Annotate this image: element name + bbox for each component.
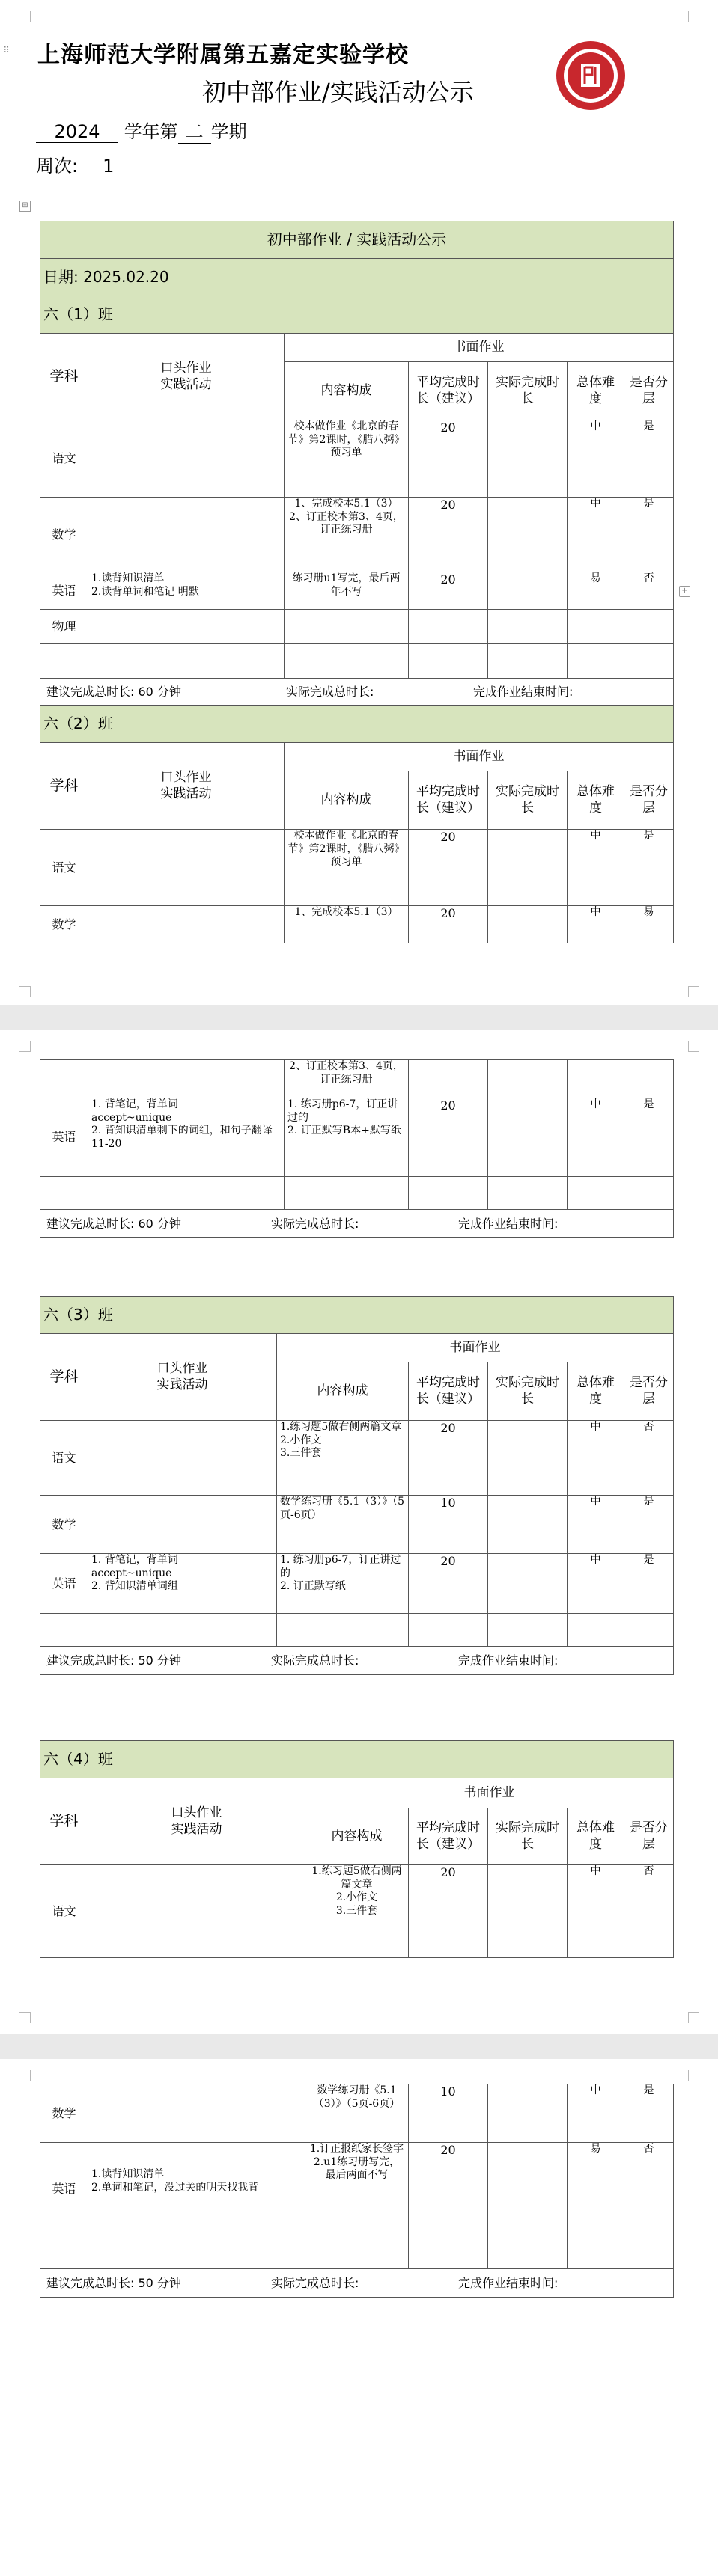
avg-time-cell[interactable]: 20 bbox=[409, 498, 488, 572]
school-year-value[interactable]: 2024 bbox=[36, 121, 118, 143]
subject-cell: 语文 bbox=[40, 1865, 88, 1958]
content-cell[interactable]: 练习册u1写完，最后两年不写 bbox=[285, 572, 409, 610]
table-row bbox=[40, 610, 674, 644]
content-cell[interactable]: 校本做作业《北京的春节》第2课时，《腊八粥》预习单 bbox=[285, 420, 409, 498]
header-difficulty: 总体难度 bbox=[568, 771, 624, 830]
header-oral: 口头作业 实践活动 bbox=[88, 1334, 277, 1421]
class-3-table bbox=[40, 1296, 674, 1675]
table-row bbox=[40, 1496, 674, 1554]
oral-cell[interactable]: 1.读背知识清单 2.读背单词和笔记 明默 bbox=[88, 572, 285, 610]
oral-cell[interactable] bbox=[88, 1421, 277, 1496]
difficulty-cell[interactable]: 中 bbox=[568, 1865, 624, 1958]
school-year-line bbox=[36, 117, 247, 144]
subject-cell: 语文 bbox=[40, 1421, 88, 1496]
footer-actual-label: 实际完成总时长: bbox=[271, 2275, 359, 2290]
difficulty-cell[interactable] bbox=[568, 610, 624, 644]
footer-minute-unit: 分钟 bbox=[156, 1216, 181, 1231]
difficulty-cell[interactable]: 易 bbox=[568, 572, 624, 610]
avg-time-cell[interactable]: 20 bbox=[409, 2143, 488, 2236]
header-avg-time: 平均完成时长（建议） bbox=[409, 1808, 488, 1865]
header-actual-time: 实际完成时长 bbox=[488, 362, 568, 420]
header-written: 书面作业 bbox=[277, 1334, 674, 1362]
subject-cell: 数学 bbox=[40, 1496, 88, 1554]
header-difficulty: 总体难度 bbox=[568, 362, 624, 420]
header-difficulty: 总体难度 bbox=[568, 1362, 624, 1421]
class-2-name: 六（2）班 bbox=[40, 706, 674, 743]
header-avg-time: 平均完成时长（建议） bbox=[409, 362, 488, 420]
table-row bbox=[40, 2143, 674, 2236]
content-cell[interactable]: 1、完成校本5.1（3） bbox=[285, 906, 409, 943]
oral-cell[interactable] bbox=[88, 906, 285, 943]
crop-mark bbox=[19, 986, 31, 997]
oral-cell[interactable] bbox=[88, 1496, 277, 1554]
crop-mark bbox=[688, 1041, 699, 1052]
actual-time-cell[interactable] bbox=[488, 1865, 568, 1958]
class-4-table bbox=[40, 1740, 674, 1958]
oral-cell[interactable] bbox=[88, 1865, 305, 1958]
header-difficulty: 总体难度 bbox=[568, 1808, 624, 1865]
layered-cell[interactable]: 是 bbox=[624, 1496, 674, 1554]
footer-actual-label: 实际完成总时长: bbox=[271, 1653, 359, 1668]
footer-suggest-value[interactable]: 60 bbox=[138, 684, 153, 699]
table-row bbox=[40, 1098, 674, 1177]
subject-cell: 语文 bbox=[40, 420, 88, 498]
header-oral: 口头作业 实践活动 bbox=[88, 743, 285, 830]
week-label: 周次: bbox=[36, 156, 79, 177]
table-row bbox=[40, 830, 674, 906]
avg-time-cell[interactable]: 10 bbox=[409, 1496, 488, 1554]
header-layered: 是否分层 bbox=[624, 1808, 674, 1865]
class-4-name: 六（4）班 bbox=[40, 1741, 674, 1778]
layered-cell[interactable]: 否 bbox=[624, 572, 674, 610]
footer-suggest-value[interactable]: 50 bbox=[138, 1653, 153, 1668]
content-cell[interactable]: 1.练习题5做右侧两篇文章 2.小作文 3.三件套 bbox=[305, 1865, 409, 1958]
table-row bbox=[40, 1177, 674, 1210]
avg-time-cell[interactable]: 20 bbox=[409, 1098, 488, 1177]
subject-cell: 语文 bbox=[40, 830, 88, 906]
header-content: 内容构成 bbox=[285, 362, 409, 420]
year-suffix: 学年第 bbox=[124, 121, 178, 142]
content-cell[interactable]: 1. 练习册p6-7，订正讲过的 2. 订正默写纸 bbox=[277, 1554, 409, 1614]
class-2-footer bbox=[40, 1210, 674, 1238]
avg-time-cell[interactable]: 20 bbox=[409, 1554, 488, 1614]
crop-mark bbox=[688, 2070, 699, 2081]
table-move-handle[interactable]: ⊞ bbox=[19, 201, 31, 212]
avg-time-cell[interactable]: 20 bbox=[409, 420, 488, 498]
table-row bbox=[40, 420, 674, 498]
actual-time-cell[interactable] bbox=[488, 420, 568, 498]
header-oral: 口头作业 实践活动 bbox=[88, 1778, 305, 1865]
actual-time-cell[interactable] bbox=[488, 830, 568, 906]
footer-actual-label: 实际完成总时长: bbox=[286, 684, 374, 699]
avg-time-cell[interactable]: 20 bbox=[409, 906, 488, 943]
oral-cell[interactable] bbox=[88, 2084, 305, 2143]
actual-time-cell[interactable] bbox=[488, 1098, 568, 1177]
content-cell[interactable]: 数学练习册《5.1（3）》（5页-6页） bbox=[305, 2084, 409, 2143]
footer-actual-label: 实际完成总时长: bbox=[271, 1216, 359, 1231]
avg-time-cell[interactable]: 10 bbox=[409, 2084, 488, 2143]
actual-time-cell[interactable] bbox=[488, 498, 568, 572]
content-cell[interactable]: 1.订正报纸家长签字 2.u1练习册写完，最后两面不写 bbox=[305, 2143, 409, 2236]
difficulty-cell[interactable]: 中 bbox=[568, 830, 624, 906]
header-avg-time: 平均完成时长（建议） bbox=[409, 771, 488, 830]
class-4-table-continued bbox=[40, 2084, 674, 2298]
header-avg-time: 平均完成时长（建议） bbox=[409, 1362, 488, 1421]
header-subject: 学科 bbox=[40, 334, 88, 420]
table-row bbox=[40, 572, 674, 610]
layered-cell[interactable]: 是 bbox=[624, 1098, 674, 1177]
week-line bbox=[36, 151, 133, 177]
subject-cell: 数学 bbox=[40, 906, 88, 943]
term-value[interactable]: 二 bbox=[178, 117, 211, 144]
header-actual-time: 实际完成时长 bbox=[488, 771, 568, 830]
table-row bbox=[40, 644, 674, 679]
crop-mark bbox=[19, 11, 31, 22]
footer-end-label: 完成作业结束时间: bbox=[458, 1653, 559, 1668]
subject-cell: 英语 bbox=[40, 572, 88, 610]
layered-cell[interactable]: 否 bbox=[624, 1421, 674, 1496]
school-seal-icon bbox=[554, 39, 627, 112]
class-1-footer bbox=[40, 679, 674, 706]
avg-time-cell[interactable] bbox=[409, 610, 488, 644]
table-row bbox=[40, 906, 674, 943]
actual-time-cell[interactable] bbox=[488, 610, 568, 644]
oral-cell[interactable] bbox=[88, 498, 285, 572]
footer-end-label: 完成作业结束时间: bbox=[458, 1216, 559, 1231]
footer-minute-unit: 分钟 bbox=[156, 1653, 181, 1668]
header-actual-time: 实际完成时长 bbox=[488, 1808, 568, 1865]
header-subject: 学科 bbox=[40, 1334, 88, 1421]
oral-cell[interactable]: 1. 背笔记，背单词 accept~unique 2. 背知识清单剩下的词组，和句子翻译11-20 bbox=[88, 1098, 285, 1177]
difficulty-cell[interactable]: 易 bbox=[568, 2143, 624, 2236]
page-1 bbox=[0, 0, 718, 1005]
header-layered: 是否分层 bbox=[624, 1362, 674, 1421]
layered-cell[interactable]: 否 bbox=[624, 2143, 674, 2236]
week-value[interactable]: 1 bbox=[84, 156, 133, 177]
difficulty-cell[interactable]: 中 bbox=[568, 420, 624, 498]
avg-time-cell[interactable]: 20 bbox=[409, 1421, 488, 1496]
table-row bbox=[40, 1554, 674, 1614]
layered-cell[interactable]: 是 bbox=[624, 420, 674, 498]
content-cell[interactable]: 1.练习题5做右侧两篇文章 2.小作文 3.三件套 bbox=[277, 1421, 409, 1496]
class-3-footer bbox=[40, 1647, 674, 1675]
header-written: 书面作业 bbox=[305, 1778, 674, 1808]
footer-end-label: 完成作业结束时间: bbox=[473, 684, 574, 699]
table-row bbox=[40, 1614, 674, 1647]
layered-cell[interactable]: 是 bbox=[624, 2084, 674, 2143]
homework-table-part2 bbox=[40, 1059, 674, 1238]
crop-mark bbox=[688, 11, 699, 22]
avg-time-cell[interactable]: 20 bbox=[409, 1865, 488, 1958]
layered-cell[interactable]: 否 bbox=[624, 1865, 674, 1958]
footer-suggest-label: 建议完成总时长: bbox=[46, 1216, 135, 1231]
homework-table-part1 bbox=[40, 221, 674, 943]
subject-cell: 数学 bbox=[40, 498, 88, 572]
content-cell[interactable] bbox=[285, 610, 409, 644]
avg-time-cell[interactable]: 20 bbox=[409, 572, 488, 610]
content-cell[interactable]: 1. 练习册p6-7，订正讲过的 2. 订正默写B本+默写纸 bbox=[285, 1098, 409, 1177]
school-seal bbox=[554, 39, 627, 112]
content-cell[interactable]: 数学练习册《5.1（3）》（5页-6页） bbox=[277, 1496, 409, 1554]
footer-suggest-label: 建议完成总时长: bbox=[46, 684, 135, 699]
crop-mark bbox=[19, 2012, 31, 2023]
content-cell[interactable]: 2、订正校本第3、4页，订正练习册 bbox=[285, 1060, 409, 1098]
header-subject: 学科 bbox=[40, 743, 88, 830]
header-content: 内容构成 bbox=[277, 1362, 409, 1421]
footer-suggest-value[interactable]: 60 bbox=[138, 1216, 153, 1231]
subject-cell: 英语 bbox=[40, 1554, 88, 1614]
footer-suggest-label: 建议完成总时长: bbox=[46, 1653, 135, 1668]
class-1-name: 六（1）班 bbox=[40, 296, 674, 334]
actual-time-cell[interactable] bbox=[488, 1496, 568, 1554]
actual-time-cell[interactable] bbox=[488, 1421, 568, 1496]
layered-cell[interactable]: 是 bbox=[624, 498, 674, 572]
header-content: 内容构成 bbox=[285, 771, 409, 830]
subject-cell: 英语 bbox=[40, 2143, 88, 2236]
difficulty-cell[interactable]: 中 bbox=[568, 1554, 624, 1614]
subject-cell: 英语 bbox=[40, 1098, 88, 1177]
header-oral: 口头作业 实践活动 bbox=[88, 334, 285, 420]
footer-minute-unit: 分钟 bbox=[156, 684, 181, 699]
crop-mark bbox=[19, 1041, 31, 1052]
table-row bbox=[40, 498, 674, 572]
difficulty-cell[interactable]: 中 bbox=[568, 1421, 624, 1496]
actual-time-cell[interactable] bbox=[488, 1554, 568, 1614]
difficulty-cell[interactable]: 中 bbox=[568, 1496, 624, 1554]
add-row-button[interactable]: + bbox=[679, 586, 690, 597]
table-title: 初中部作业 / 实践活动公示 bbox=[40, 221, 674, 259]
content-cell[interactable]: 1、完成校本5.1（3） 2、订正校本第3、4页，订正练习册 bbox=[285, 498, 409, 572]
class-4-footer bbox=[40, 2269, 674, 2298]
subject-cell: 数学 bbox=[40, 2084, 88, 2143]
drag-handle-icon[interactable]: ⠿ bbox=[3, 45, 10, 55]
page-3 bbox=[0, 2059, 718, 2576]
table-date: 日期: 2025.02.20 bbox=[40, 259, 674, 296]
actual-time-cell[interactable] bbox=[488, 572, 568, 610]
header-written: 书面作业 bbox=[285, 743, 674, 771]
difficulty-cell[interactable]: 中 bbox=[568, 906, 624, 943]
layered-cell[interactable]: 易 bbox=[624, 906, 674, 943]
difficulty-cell[interactable]: 中 bbox=[568, 2084, 624, 2143]
oral-cell[interactable] bbox=[88, 420, 285, 498]
actual-time-cell[interactable] bbox=[488, 906, 568, 943]
table-row bbox=[40, 2236, 674, 2269]
page-2 bbox=[0, 1030, 718, 2034]
difficulty-cell[interactable]: 中 bbox=[568, 498, 624, 572]
footer-end-label: 完成作业结束时间: bbox=[458, 2275, 559, 2290]
content-cell[interactable]: 校本做作业《北京的春节》第2课时，《腊八粥》预习单 bbox=[285, 830, 409, 906]
actual-time-cell[interactable] bbox=[488, 2084, 568, 2143]
crop-mark bbox=[688, 986, 699, 997]
class-3-name: 六（3）班 bbox=[40, 1297, 674, 1334]
header-subject: 学科 bbox=[40, 1778, 88, 1865]
oral-cell[interactable]: 1. 背笔记，背单词 accept~unique 2. 背知识清单词组 bbox=[88, 1554, 277, 1614]
crop-mark bbox=[688, 2012, 699, 2023]
crop-mark bbox=[19, 2070, 31, 2081]
table-row bbox=[40, 2084, 674, 2143]
table-row bbox=[40, 1865, 674, 1958]
header-layered: 是否分层 bbox=[624, 771, 674, 830]
actual-time-cell[interactable] bbox=[488, 2143, 568, 2236]
difficulty-cell[interactable]: 中 bbox=[568, 1098, 624, 1177]
document-title: 初中部作业/实践活动公示 bbox=[202, 78, 474, 106]
header-content: 内容构成 bbox=[305, 1808, 409, 1865]
table-row bbox=[40, 1421, 674, 1496]
term-suffix: 学期 bbox=[210, 121, 247, 142]
header-actual-time: 实际完成时长 bbox=[488, 1362, 568, 1421]
oral-cell[interactable] bbox=[88, 610, 285, 644]
table-row-continued bbox=[40, 1060, 674, 1098]
school-name: 上海师范大学附属第五嘉定实验学校 bbox=[37, 42, 409, 68]
subject-cell: 物理 bbox=[40, 610, 88, 644]
header-layered: 是否分层 bbox=[624, 362, 674, 420]
layered-cell[interactable] bbox=[624, 610, 674, 644]
footer-suggest-label: 建议完成总时长: bbox=[46, 2275, 135, 2290]
footer-suggest-value[interactable]: 50 bbox=[138, 2275, 153, 2290]
footer-minute-unit: 分钟 bbox=[156, 2275, 181, 2290]
header-written: 书面作业 bbox=[285, 334, 674, 362]
layered-cell[interactable]: 是 bbox=[624, 830, 674, 906]
layered-cell[interactable]: 是 bbox=[624, 1554, 674, 1614]
oral-cell[interactable]: 1.读背知识清单 2.单词和笔记，没过关的明天找我背 bbox=[88, 2143, 305, 2236]
avg-time-cell[interactable]: 20 bbox=[409, 830, 488, 906]
oral-cell[interactable] bbox=[88, 830, 285, 906]
